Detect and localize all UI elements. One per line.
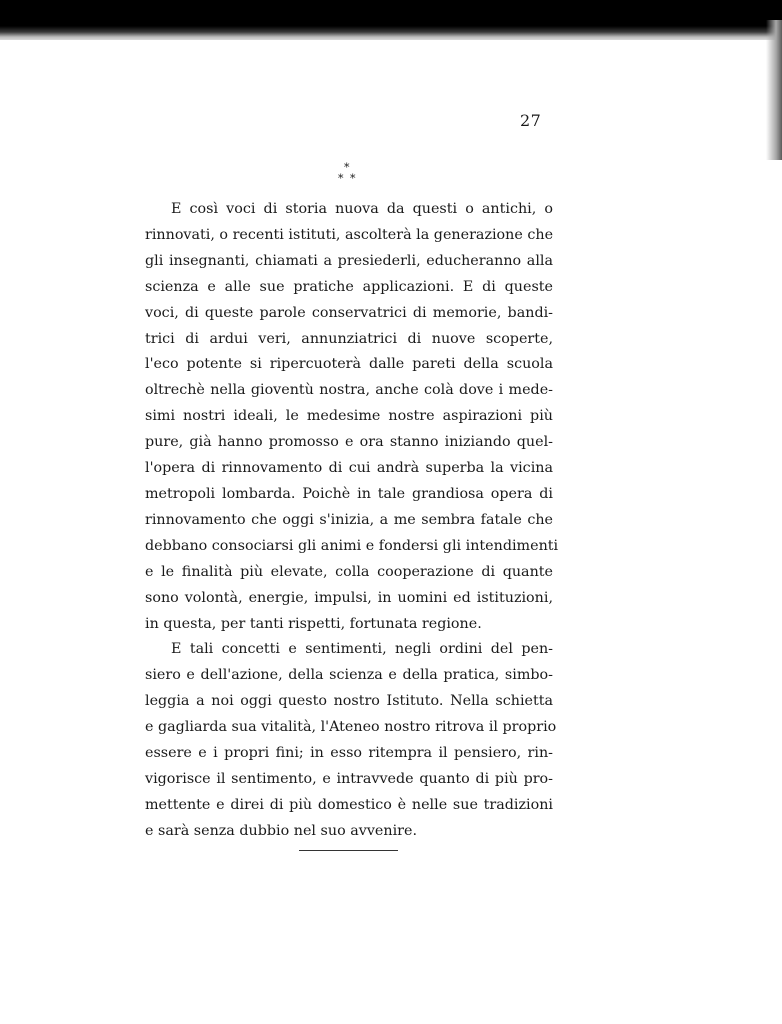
page-number: 27 <box>520 111 542 130</box>
text-line: sono volontà, energie, impulsi, in uomini ed istituzioni, <box>145 589 553 606</box>
text-line: e sarà senza dubbio nel suo avvenire. <box>145 822 418 839</box>
asterism <box>330 160 370 190</box>
text-line: oltrechè nella gioventù nostra, anche colà dove i mede- <box>145 382 553 399</box>
text-line: scienza e alle sue pratiche applicazioni. E di queste <box>145 278 553 295</box>
text-line: e le finalità più elevate, colla cooperazione di quante <box>145 563 553 580</box>
text-line: l'eco potente si ripercuoterà dalle pareti della scuola <box>145 356 553 373</box>
text-line: rinnovamento che oggi s'inizia, a me sembra fatale che <box>145 511 553 528</box>
text-line: mettente e direi di più domestico è nelle sue tradizioni <box>145 796 553 813</box>
closing-rule <box>299 850 398 851</box>
text-line: pure, già hanno promosso e ora stanno iniziando quel- <box>145 434 553 451</box>
paragraph <box>145 637 557 844</box>
text-line: debbano consociarsi gli animi e fondersi gli intendimenti <box>145 537 559 554</box>
text-line: vigorisce il sentimento, e intravvede quanto di più pro- <box>145 770 553 787</box>
text-line: e gagliarda sua vitalità, l'Ateneo nostro ritrova il proprio <box>145 719 557 736</box>
text-line: voci, di queste parole conservatrici di memorie, bandi- <box>145 304 553 321</box>
text-line: simi nostri ideali, le medesime nostre aspirazioni più <box>145 408 553 425</box>
text-line: gli insegnanti, chiamati a presiederli, educheranno alla <box>145 252 553 269</box>
scan-top-edge <box>0 0 782 40</box>
text-line: essere e i propri fini; in esso ritempra il pensiero, rin- <box>145 745 553 762</box>
text-line: trici di ardui veri, annunziatrici di nuove scoperte, <box>145 330 553 347</box>
text-line: E tali concetti e sentimenti, negli ordini del pen- <box>171 641 553 658</box>
text-line: in questa, per tanti rispetti, fortunata regione. <box>145 615 482 632</box>
text-line: E così voci di storia nuova da questi o antichi, o <box>171 201 553 217</box>
scan-right-edge <box>766 20 782 160</box>
text-line: siero e dell'azione, della scienza e della pratica, simbo- <box>145 667 553 684</box>
text-line: l'opera di rinnovamento di cui andrà superba la vicina <box>145 460 553 477</box>
asterism-star: * <box>344 161 350 174</box>
text-line: rinnovati, o recenti istituti, ascolterà la generazione che <box>145 226 554 243</box>
text-line: metropoli lombarda. Poichè in tale grandiosa opera di <box>145 485 553 502</box>
asterism-star: * <box>338 172 344 185</box>
asterism-star: * <box>350 172 356 185</box>
body-text <box>145 197 559 845</box>
paragraph <box>145 197 559 637</box>
text-line: leggia a noi oggi questo nostro Istituto. Nella schietta <box>145 693 553 710</box>
